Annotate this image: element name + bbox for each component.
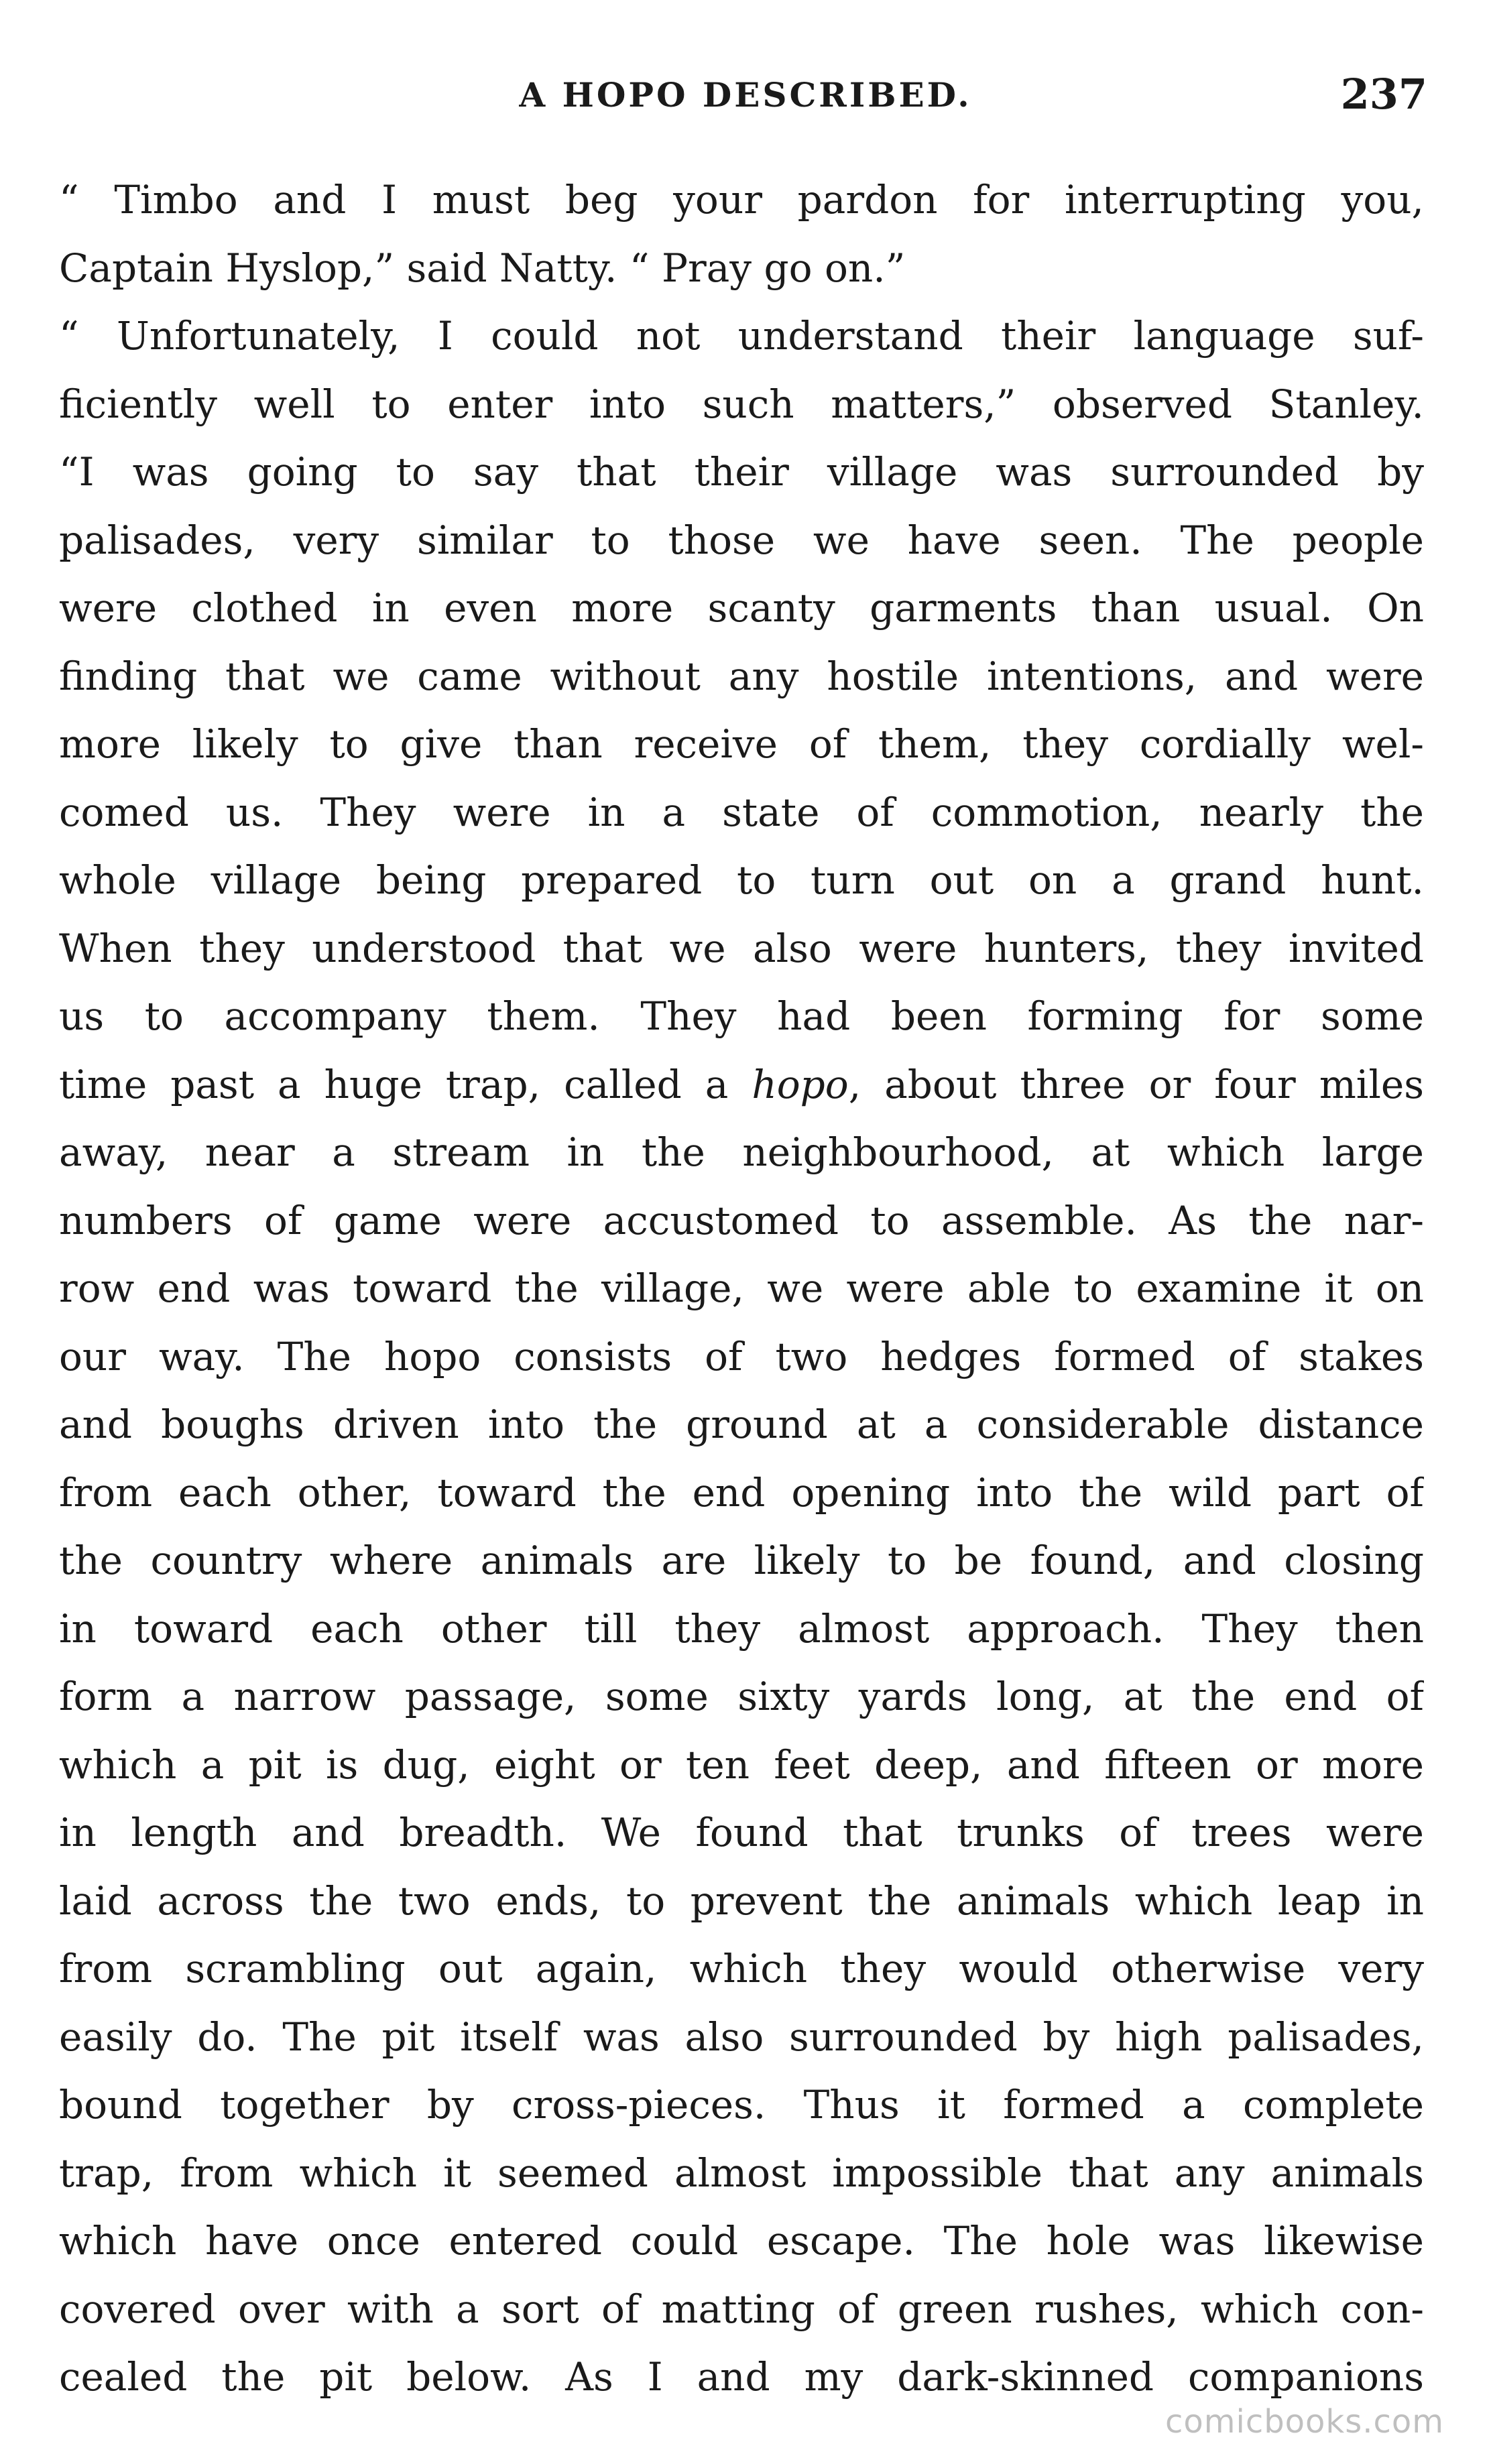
text-line: from scrambling out again, which they would otherwise very xyxy=(59,1946,1424,1991)
text-line: whole village being prepared to turn out on a grand hunt. xyxy=(59,857,1424,903)
text-line: which a pit is dug, eight or ten feet deep, and fifteen or more xyxy=(59,1741,1424,1788)
text-line: trap, from which it seemed almost impossible that any animals xyxy=(59,2150,1424,2196)
text-line: laid across the two ends, to prevent the animals which leap in xyxy=(59,1877,1424,1924)
text-line: “ Timbo and I must beg your pardon for interrupting you, xyxy=(59,177,1424,223)
text-line: time past a huge trap, called a hopo, about three or four miles xyxy=(59,1061,1424,1107)
text-line: Captain Hyslop,” said Natty. “ Pray go on.” xyxy=(59,245,906,291)
text-line: ficiently well to enter into such matters,” observed Stanley. xyxy=(59,381,1424,427)
text-line: us to accompany them. They had been forming for some xyxy=(59,993,1424,1039)
text-line: “ Unfortunately, I could not understand their language suf- xyxy=(59,313,1424,359)
text-line: row end was toward the village, we were able to examine it on xyxy=(59,1266,1424,1311)
text-line: form a narrow passage, some sixty yards long, at the end of xyxy=(59,1674,1424,1719)
text-line: When they understood that we also were hunters, they invited xyxy=(59,925,1424,971)
text-line: in toward each other till they almost approach. They then xyxy=(59,1605,1424,1652)
text-line: more likely to give than receive of them, they cordially wel- xyxy=(59,721,1424,767)
text-line: bound together by cross-pieces. Thus it formed a complete xyxy=(59,2082,1424,2128)
text-line: easily do. The pit itself was also surrounded by high palisades, xyxy=(59,2014,1424,2060)
text-line: and boughs driven into the ground at a considerable distance xyxy=(59,1402,1424,1447)
watermark: comicbooks.com xyxy=(1165,2403,1444,2441)
text-line: covered over with a sort of matting of green rushes, which con- xyxy=(59,2286,1424,2332)
page-number: 237 xyxy=(1340,70,1427,119)
text-line: comed us. They were in a state of commotion, nearly the xyxy=(59,789,1424,835)
text-line: which have once entered could escape. The hole was likewise xyxy=(59,2218,1424,2264)
text-line: from each other, toward the end opening into the wild part of xyxy=(59,1469,1424,1516)
text-line: palisades, very similar to those we have seen. The people xyxy=(59,517,1424,563)
text-line: the country where animals are likely to be found, and closing xyxy=(59,1538,1424,1583)
text-line: finding that we came without any hostile intentions, and were xyxy=(59,653,1424,699)
text-line: in length and breadth. We found that trunks of trees were xyxy=(59,1810,1424,1855)
text-line: “I was going to say that their village was surrounded by xyxy=(59,449,1424,495)
text-line: away, near a stream in the neighbourhood, at which large xyxy=(59,1129,1424,1175)
text-line: were clothed in even more scanty garments than usual. On xyxy=(59,585,1424,631)
body-text xyxy=(59,166,1424,2412)
text-line: numbers of game were accustomed to assemble. As the nar- xyxy=(59,1197,1424,1243)
text-line: cealed the pit below. As I and my dark-skinned companions xyxy=(59,2354,1424,2400)
italic-word: hopo xyxy=(752,1061,849,1107)
running-head: A HOPO DESCRIBED. xyxy=(519,75,972,115)
text-line: our way. The hopo consists of two hedges formed of stakes xyxy=(59,1333,1424,1379)
